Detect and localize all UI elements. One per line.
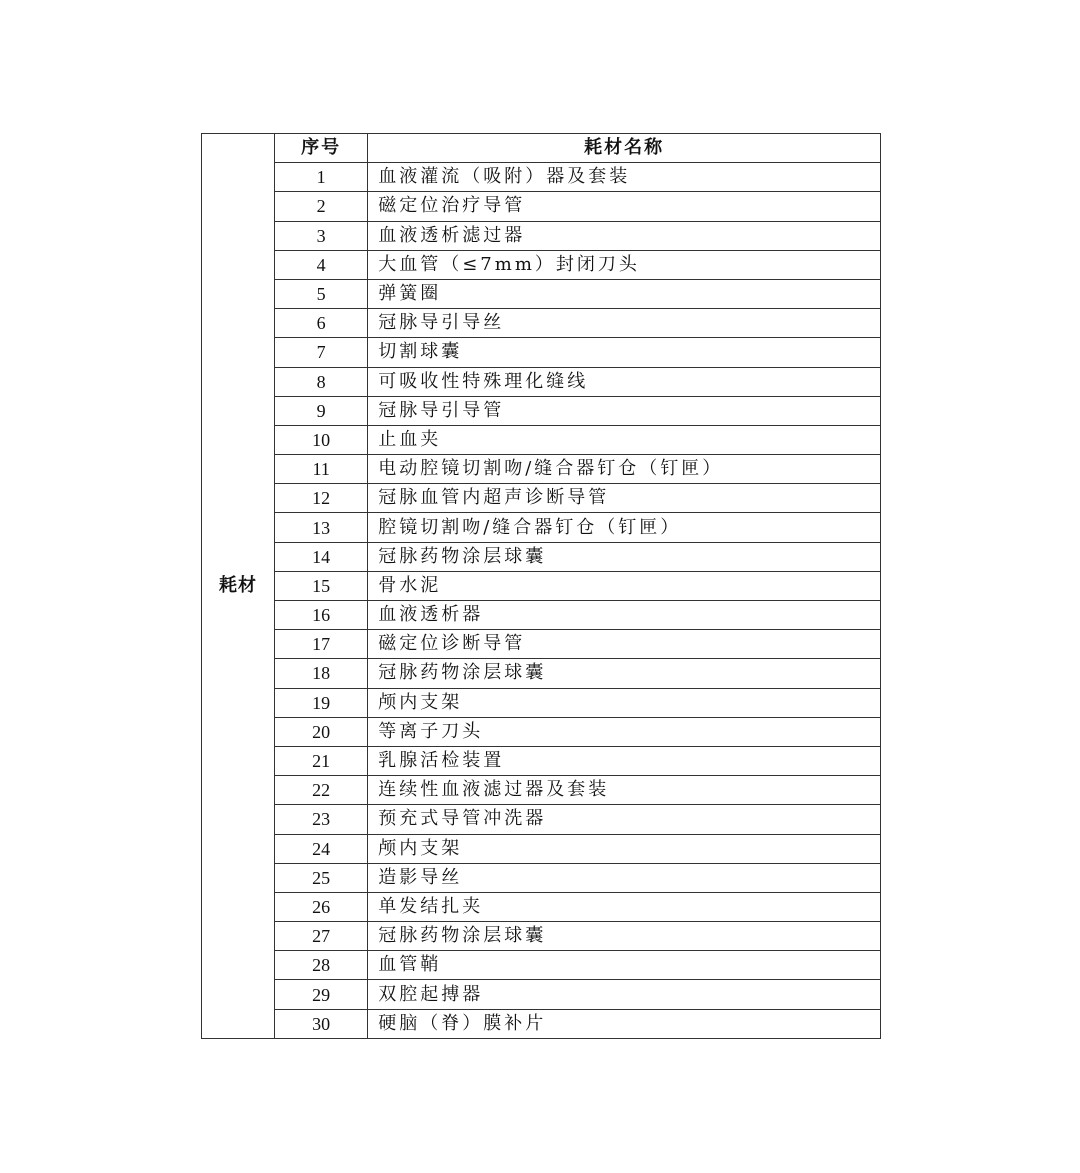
row-number: 27 xyxy=(275,922,368,951)
row-number: 9 xyxy=(275,396,368,425)
table-row xyxy=(202,513,881,542)
row-name: 可吸收性特殊理化缝线 xyxy=(368,367,881,396)
table-row xyxy=(202,746,881,775)
row-number: 23 xyxy=(275,805,368,834)
header-number: 序号 xyxy=(275,134,368,163)
row-number: 29 xyxy=(275,980,368,1009)
table-row xyxy=(202,688,881,717)
row-number: 8 xyxy=(275,367,368,396)
row-number: 18 xyxy=(275,659,368,688)
row-number: 5 xyxy=(275,279,368,308)
row-number: 22 xyxy=(275,776,368,805)
row-name: 冠脉导引导管 xyxy=(368,396,881,425)
row-name: 颅内支架 xyxy=(368,834,881,863)
table-row xyxy=(202,776,881,805)
row-name: 血液灌流（吸附）器及套装 xyxy=(368,163,881,192)
row-name: 冠脉导引导丝 xyxy=(368,309,881,338)
row-number: 12 xyxy=(275,484,368,513)
table-row xyxy=(202,630,881,659)
row-name: 乳腺活检装置 xyxy=(368,746,881,775)
row-number: 10 xyxy=(275,425,368,454)
row-name: 冠脉药物涂层球囊 xyxy=(368,542,881,571)
table-row xyxy=(202,863,881,892)
table-row xyxy=(202,542,881,571)
row-number: 28 xyxy=(275,951,368,980)
table-row xyxy=(202,1009,881,1038)
table-row xyxy=(202,717,881,746)
row-number: 21 xyxy=(275,746,368,775)
row-name: 冠脉药物涂层球囊 xyxy=(368,659,881,688)
table-row xyxy=(202,980,881,1009)
row-name: 等离子刀头 xyxy=(368,717,881,746)
table-row xyxy=(202,805,881,834)
row-name: 磁定位治疗导管 xyxy=(368,192,881,221)
row-name: 硬脑（脊）膜补片 xyxy=(368,1009,881,1038)
row-name: 单发结扎夹 xyxy=(368,892,881,921)
row-number: 7 xyxy=(275,338,368,367)
row-name: 大血管（≤7mm）封闭刀头 xyxy=(368,250,881,279)
row-number: 26 xyxy=(275,892,368,921)
row-number: 2 xyxy=(275,192,368,221)
row-number: 19 xyxy=(275,688,368,717)
row-name: 止血夹 xyxy=(368,425,881,454)
table-header-row xyxy=(202,134,881,163)
table-row xyxy=(202,484,881,513)
row-name: 双腔起搏器 xyxy=(368,980,881,1009)
table-row xyxy=(202,834,881,863)
row-number: 16 xyxy=(275,601,368,630)
row-name: 切割球囊 xyxy=(368,338,881,367)
table-row xyxy=(202,425,881,454)
table-row xyxy=(202,367,881,396)
row-name: 骨水泥 xyxy=(368,571,881,600)
table-row xyxy=(202,951,881,980)
table-row xyxy=(202,571,881,600)
row-name: 造影导丝 xyxy=(368,863,881,892)
table-row xyxy=(202,659,881,688)
table-row xyxy=(202,892,881,921)
row-number: 4 xyxy=(275,250,368,279)
table-row xyxy=(202,601,881,630)
row-name: 血液透析滤过器 xyxy=(368,221,881,250)
row-number: 15 xyxy=(275,571,368,600)
row-name: 血液透析器 xyxy=(368,601,881,630)
row-number: 24 xyxy=(275,834,368,863)
table-row xyxy=(202,250,881,279)
row-name: 腔镜切割吻/缝合器钉仓（钉匣） xyxy=(368,513,881,542)
row-name: 磁定位诊断导管 xyxy=(368,630,881,659)
row-number: 17 xyxy=(275,630,368,659)
table-row xyxy=(202,338,881,367)
row-number: 6 xyxy=(275,309,368,338)
table-row xyxy=(202,163,881,192)
table-row xyxy=(202,221,881,250)
row-name: 颅内支架 xyxy=(368,688,881,717)
row-number: 25 xyxy=(275,863,368,892)
row-name: 血管鞘 xyxy=(368,951,881,980)
table-body xyxy=(202,134,881,1039)
table-row xyxy=(202,455,881,484)
row-name: 预充式导管冲洗器 xyxy=(368,805,881,834)
table-row xyxy=(202,279,881,308)
row-number: 11 xyxy=(275,455,368,484)
row-number: 30 xyxy=(275,1009,368,1038)
header-name: 耗材名称 xyxy=(368,134,881,163)
row-number: 1 xyxy=(275,163,368,192)
table-row xyxy=(202,396,881,425)
row-name: 冠脉药物涂层球囊 xyxy=(368,922,881,951)
row-name: 电动腔镜切割吻/缝合器钉仓（钉匣） xyxy=(368,455,881,484)
row-name: 冠脉血管内超声诊断导管 xyxy=(368,484,881,513)
row-name: 连续性血液滤过器及套装 xyxy=(368,776,881,805)
row-number: 3 xyxy=(275,221,368,250)
row-number: 14 xyxy=(275,542,368,571)
consumables-table xyxy=(201,133,881,1039)
row-number: 13 xyxy=(275,513,368,542)
table-row xyxy=(202,309,881,338)
table-row xyxy=(202,922,881,951)
row-number: 20 xyxy=(275,717,368,746)
category-cell: 耗材 xyxy=(202,134,275,1039)
table-row xyxy=(202,192,881,221)
row-name: 弹簧圈 xyxy=(368,279,881,308)
